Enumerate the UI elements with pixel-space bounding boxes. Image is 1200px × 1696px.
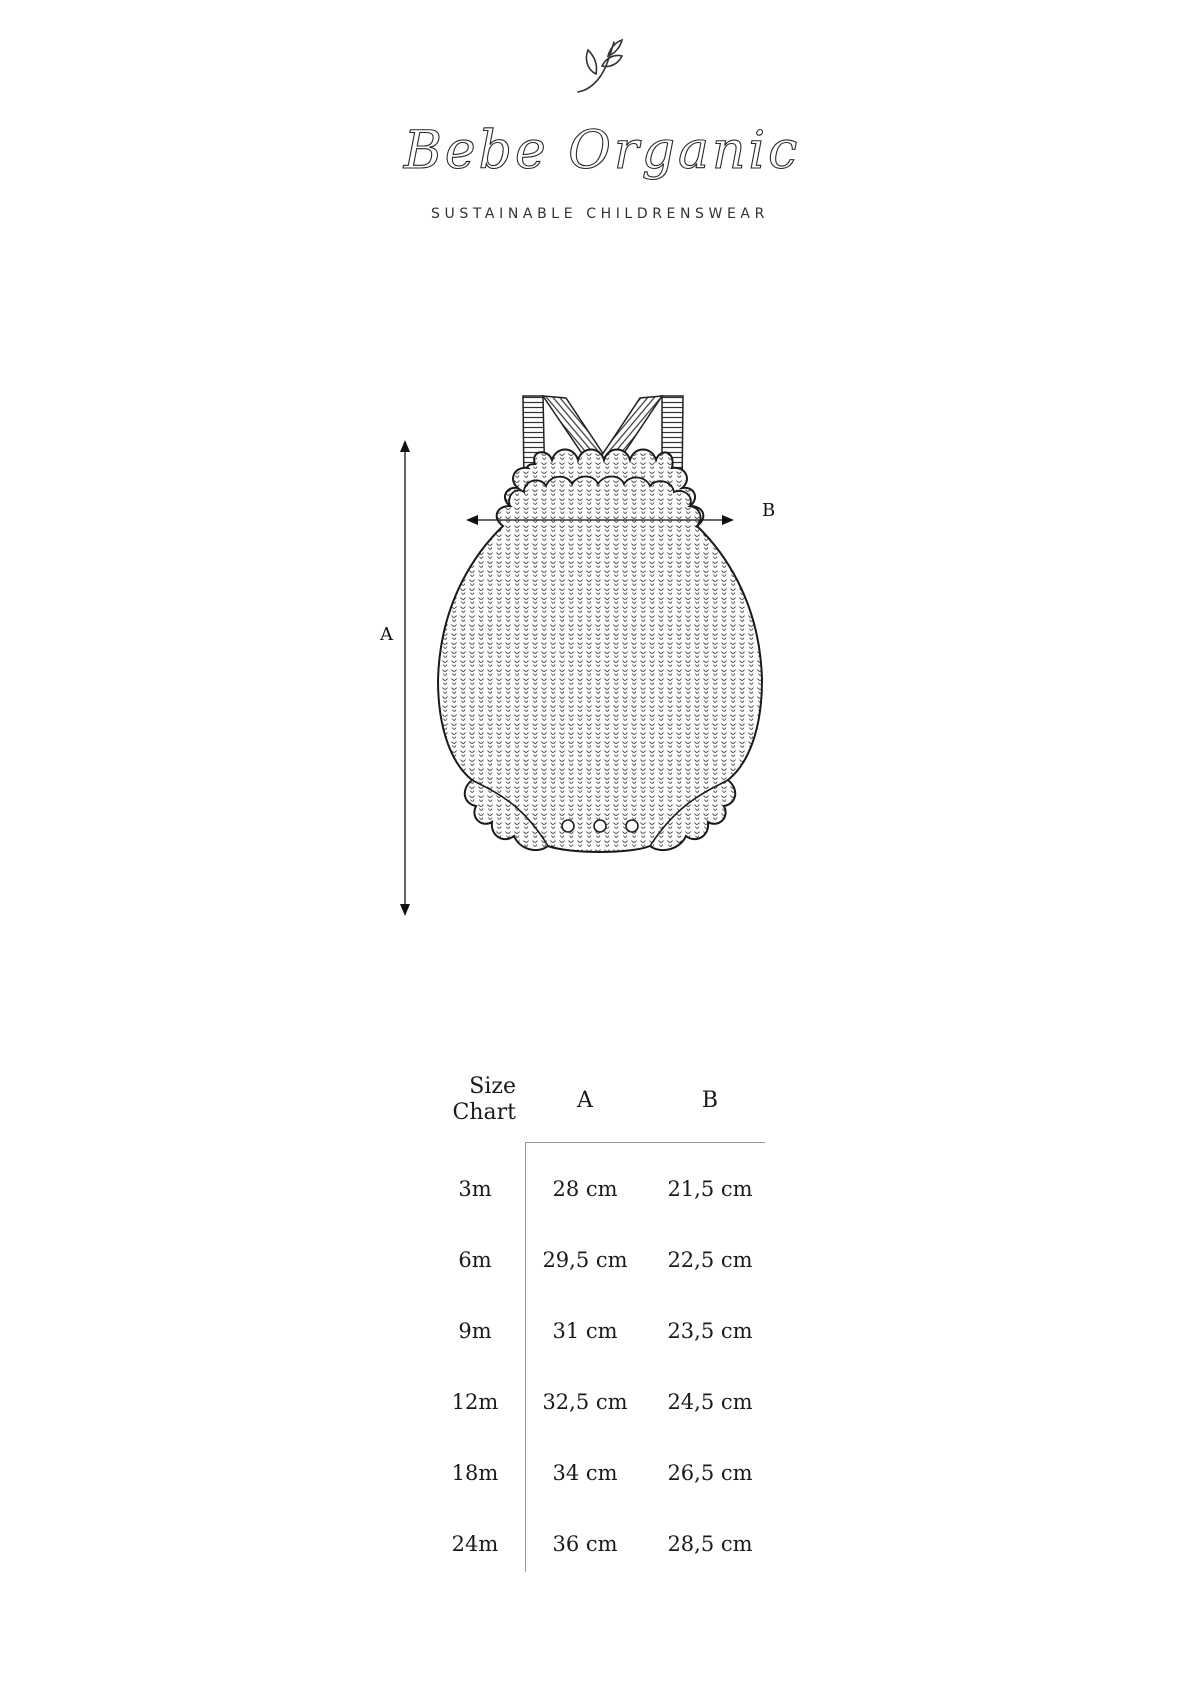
size-cell: 18m (451, 1461, 499, 1485)
measurement-a-cell: 36 cm (552, 1532, 618, 1556)
measurement-b-cell: 23,5 cm (667, 1319, 753, 1343)
measurement-a-cell: 34 cm (552, 1461, 618, 1485)
table-divider-vertical (525, 1142, 526, 1572)
table-divider-horizontal (525, 1142, 765, 1143)
size-chart-table (430, 1074, 770, 1580)
measurement-a-cell: 32,5 cm (542, 1390, 628, 1414)
column-header-a: A (577, 1088, 593, 1113)
snap-button (562, 820, 574, 832)
romper-body (438, 450, 762, 853)
size-cell: 3m (458, 1177, 492, 1201)
brand-logo (0, 20, 1200, 230)
measurement-a-cell: 28 cm (552, 1177, 618, 1201)
measurement-b-cell: 24,5 cm (667, 1390, 753, 1414)
column-header-b: B (701, 1088, 719, 1113)
size-cell: 6m (458, 1248, 492, 1272)
size-cell: 9m (458, 1319, 492, 1343)
size-chart-header (430, 1074, 520, 1126)
leaf-sprig-icon (390, 20, 810, 210)
size-cell: 12m (451, 1390, 499, 1414)
measurement-a-label: A (380, 624, 393, 645)
brand-tagline: SUSTAINABLE CHILDRENSWEAR (431, 206, 769, 222)
measurement-a-arrow (400, 440, 410, 916)
size-chart-header-line2: Chart (452, 1100, 516, 1125)
measurement-b-cell: 22,5 cm (667, 1248, 753, 1272)
measurement-b-label: B (762, 500, 776, 521)
measurement-b-cell: 21,5 cm (667, 1177, 753, 1201)
size-chart-header-line1: Size (469, 1074, 516, 1099)
snap-button (626, 820, 638, 832)
measurement-b-cell: 28,5 cm (667, 1532, 753, 1556)
garment-diagram (0, 380, 1200, 920)
measurement-a-cell: 31 cm (552, 1319, 618, 1343)
brand-wordmark: Bebe Organic (403, 121, 801, 181)
measurement-b-cell: 26,5 cm (667, 1461, 753, 1485)
snap-button (594, 820, 606, 832)
measurement-a-cell: 29,5 cm (542, 1248, 628, 1272)
size-cell: 24m (451, 1532, 499, 1556)
